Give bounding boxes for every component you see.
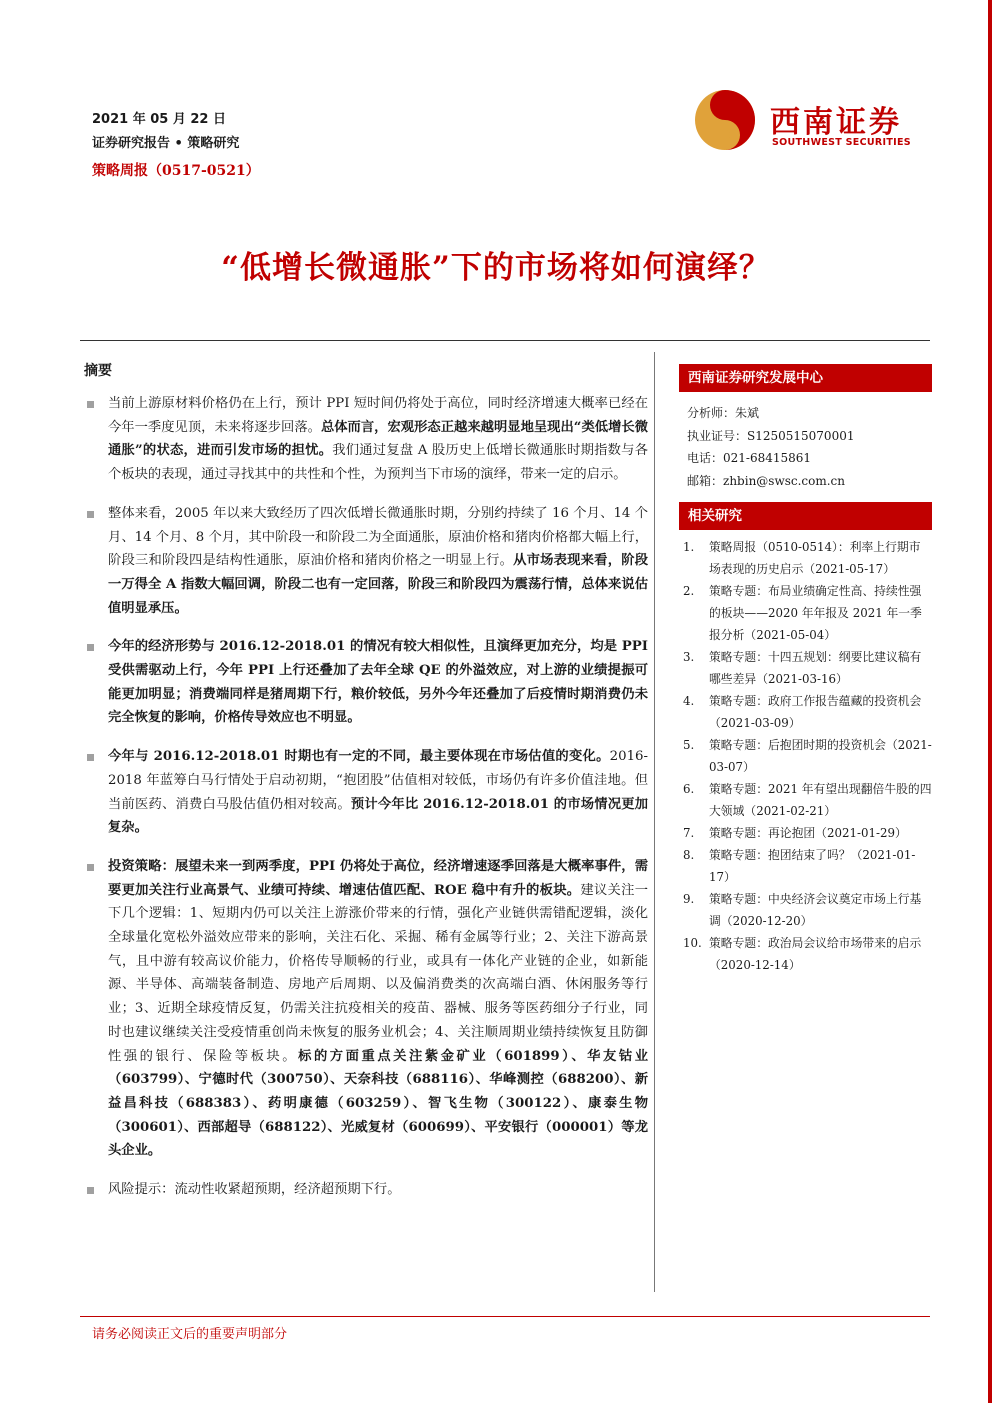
paragraph-text-run: 2016-2018 年蓝筹白马行情处于启动初期，“抱团股”估值相对较低，市场仍有许多价值洼地。但当前医药、消费白马股估值仍相对较高。 bbox=[108, 749, 648, 812]
abstract-paragraph bbox=[82, 635, 648, 730]
bullet-icon bbox=[87, 754, 94, 761]
abstract-paragraph bbox=[82, 502, 648, 621]
logo-chinese-name: 西南证券 bbox=[770, 105, 902, 140]
paragraph-text-run: 标的方面重点关注紫金矿业（601899）、华友钴业（603799）、宁德时代（300750）、天奈科技（688116）、华峰测控（688200）、新益昌科技（688383）、药明康德（603259）、智飞生物（300122）、康泰生物（300601）、西部超导（688122）、光威复材（600699）、平安银行（000001）等龙头企业。 bbox=[108, 1048, 648, 1159]
related-research-text: 策略周报（0510-0514）：利率上行期市场表现的历史启示（2021-05-17） bbox=[709, 540, 921, 576]
paragraph-text-run: 建议关注一下几个逻辑：1、短期内仍可以关注上游涨价带来的行情，强化产业链供需错配逻辑，淡化全球量化宽松外溢效应带来的影响，关注石化、采掘、稀有金属等行业；2、关注下游高景气，且中游有较高议价能力，价格传导顺畅的行业，或具有一体化产业链的企业，如新能源、半导体、高端装备制造、房地产后周期、以及偏消费类的次高端白酒、休闲服务等行业；3、近期全球疫情反复，仍需关注抗疫相关的疫苗、器械、服务等医药细分子行业，同时也建议继续关注受疫情重创尚未恢复的服务业机会；4、关注顺周期业绩持续恢复且防御性强的银行、保险等板块。 bbox=[108, 882, 648, 1064]
related-research-number: 5. bbox=[683, 738, 695, 752]
related-research-item[interactable] bbox=[683, 932, 932, 976]
abstract-paragraph bbox=[82, 745, 648, 840]
related-research-item[interactable] bbox=[683, 822, 932, 844]
related-research-text: 策略专题：十四五规划：纲要比建议稿有哪些差异（2021-03-16） bbox=[709, 650, 922, 686]
analyst-info bbox=[679, 392, 932, 502]
column-divider bbox=[654, 352, 655, 1292]
related-research-item[interactable] bbox=[683, 844, 932, 888]
paragraph-text-run: 从市场表现来看，阶段一万得全 A 指数大幅回调，阶段二也有一定回落，阶段三和阶段四为震荡行情，总体来说估值明显承压。 bbox=[108, 553, 648, 616]
related-research-item[interactable] bbox=[683, 778, 932, 822]
report-title: “低增长微通胀”下的市场将如何演绎？ bbox=[221, 250, 771, 286]
related-research-text: 策略专题：中央经济会议奠定市场上行基调（2020-12-20） bbox=[709, 892, 922, 928]
related-research-text: 策略专题：再论抱团（2021-01-29） bbox=[709, 826, 907, 840]
header-divider bbox=[80, 340, 930, 341]
paragraph-text-run: 今年的经济形势与 2016.12-2018.01 的情况有较大相似性，且演绎更加充分，均是 PPI 受供需驱动上行，今年 PPI 上行还叠加了去年全球 QE 的外溢效应，对上游的业绩提振可能更加明显；消费端同样是猪周期下行，粮价较低，另外今年还叠加了后疫情时期消费仍未完全恢复的影响，价格传导效应也不明显。 bbox=[108, 639, 648, 726]
related-research-item[interactable] bbox=[683, 734, 932, 778]
page-edge-stripe bbox=[988, 0, 992, 1403]
related-research-number: 9. bbox=[683, 892, 695, 906]
report-date: 2021 年 05 月 22 日 bbox=[92, 112, 226, 127]
abstract-paragraph bbox=[82, 1178, 648, 1202]
abstract-heading: 摘要 bbox=[84, 363, 112, 379]
related-research-text: 策略专题：政府工作报告蕴藏的投资机会（2021-03-09） bbox=[709, 694, 922, 730]
related-research-item[interactable] bbox=[683, 646, 932, 690]
analyst-name: 分析师：朱斌 bbox=[687, 406, 760, 420]
abstract-paragraph bbox=[82, 855, 648, 1163]
related-research-text: 策略专题：政治局会议给市场带来的启示（2020-12-14） bbox=[709, 936, 922, 972]
paragraph-text-run: 预计今年比 2016.12-2018.01 的市场情况更加复杂。 bbox=[108, 796, 649, 836]
related-research-text: 策略专题：后抱团时期的投资机会（2021-03-07） bbox=[709, 738, 932, 774]
paragraph-text-run: 我们通过复盘 A 股历史上低增长微通胀时期指数与各个板块的表现，通过寻找其中的共性和个性，为预判当下市场的演绎，带来一定的启示。 bbox=[108, 443, 648, 483]
related-research-number: 2. bbox=[683, 584, 695, 598]
company-logo bbox=[690, 85, 930, 155]
bullet-icon bbox=[87, 401, 94, 408]
report-category: 证券研究报告 • 策略研究 bbox=[92, 136, 240, 151]
related-research-text: 策略专题：抱团结束了吗？（2021-01-17） bbox=[709, 848, 916, 884]
abstract-section bbox=[82, 360, 648, 1217]
related-research-number: 4. bbox=[683, 694, 695, 708]
related-research-number: 6. bbox=[683, 782, 695, 796]
related-research-item[interactable] bbox=[683, 580, 932, 646]
paragraph-text-run: 风险提示：流动性收紧超预期，经济超预期下行。 bbox=[108, 1182, 401, 1198]
footer-divider bbox=[80, 1316, 930, 1317]
abstract-paragraph bbox=[82, 392, 648, 487]
related-research-item[interactable] bbox=[683, 536, 932, 580]
report-name: 策略周报（0517-0521） bbox=[92, 163, 260, 179]
related-research-item[interactable] bbox=[683, 888, 932, 932]
bullet-icon bbox=[87, 864, 94, 871]
logo-english-name: SOUTHWEST SECURITIES bbox=[772, 137, 911, 148]
related-research-item[interactable] bbox=[683, 690, 932, 734]
paragraph-text-run: 总体而言，宏观形态正越来越明显地呈现出“类低增长微通胀”的状态，进而引发市场的担忧。 bbox=[108, 419, 648, 459]
related-research-number: 10. bbox=[683, 936, 702, 950]
related-research-number: 1. bbox=[683, 540, 695, 554]
analyst-license: 执业证号：S1250515070001 bbox=[687, 428, 855, 443]
related-research-text: 策略专题：2021 年有望出现翻倍牛股的四大领域（2021-02-21） bbox=[709, 782, 932, 818]
bullet-icon bbox=[87, 511, 94, 518]
logo-mark-icon bbox=[690, 85, 760, 155]
bullet-icon bbox=[87, 644, 94, 651]
abstract-paragraphs bbox=[82, 392, 648, 1202]
paragraph-text-run: 整体来看，2005 年以来大致经历了四次低增长微通胀时期，分别约持续了 16 个月、14 个月、14 个月、8 个月，其中阶段一和阶段二为全面通胀，原油价格和猪肉价格都大幅上行，阶段三和阶段四是结构性通胀，原油价格和猪肉价格之一明显上行。 bbox=[108, 505, 648, 569]
sidebar bbox=[679, 364, 932, 976]
related-research-number: 7. bbox=[683, 826, 695, 840]
research-center-title: 西南证券研究发展中心 bbox=[679, 364, 932, 392]
paragraph-text-run: 投资策略：展望未来一到两季度，PPI 仍将处于高位，经济增速逐季回落是大概率事件，需要更加关注行业高景气、业绩可持续、增速估值匹配、ROE 稳中有升的板块。 bbox=[108, 858, 648, 898]
related-research-text: 策略专题：布局业绩确定性高、持续性强的板块——2020 年年报及 2021 年一季报分析（2021-05-04） bbox=[709, 584, 922, 642]
footer-notice: 请务必阅读正文后的重要声明部分 bbox=[92, 1327, 288, 1342]
paragraph-text-run: 当前上游原材料价格仍在上行，预计 PPI 短时间仍将处于高位，同时经济增速大概率已经在今年一季度见顶，未来将逐步回落。 bbox=[108, 396, 648, 435]
related-research-title: 相关研究 bbox=[679, 502, 932, 530]
paragraph-text-run: 今年与 2016.12-2018.01 时期也有一定的不同，最主要体现在市场估值的变化。 bbox=[108, 749, 610, 765]
related-research-number: 8. bbox=[683, 848, 695, 862]
related-research-number: 3. bbox=[683, 650, 695, 664]
analyst-phone: 电话：021-68415861 bbox=[687, 451, 812, 465]
bullet-icon bbox=[87, 1187, 94, 1194]
report-header bbox=[92, 108, 260, 183]
related-research-list bbox=[679, 530, 932, 976]
analyst-email[interactable]: 邮箱：zhbin@swsc.com.cn bbox=[687, 473, 846, 488]
